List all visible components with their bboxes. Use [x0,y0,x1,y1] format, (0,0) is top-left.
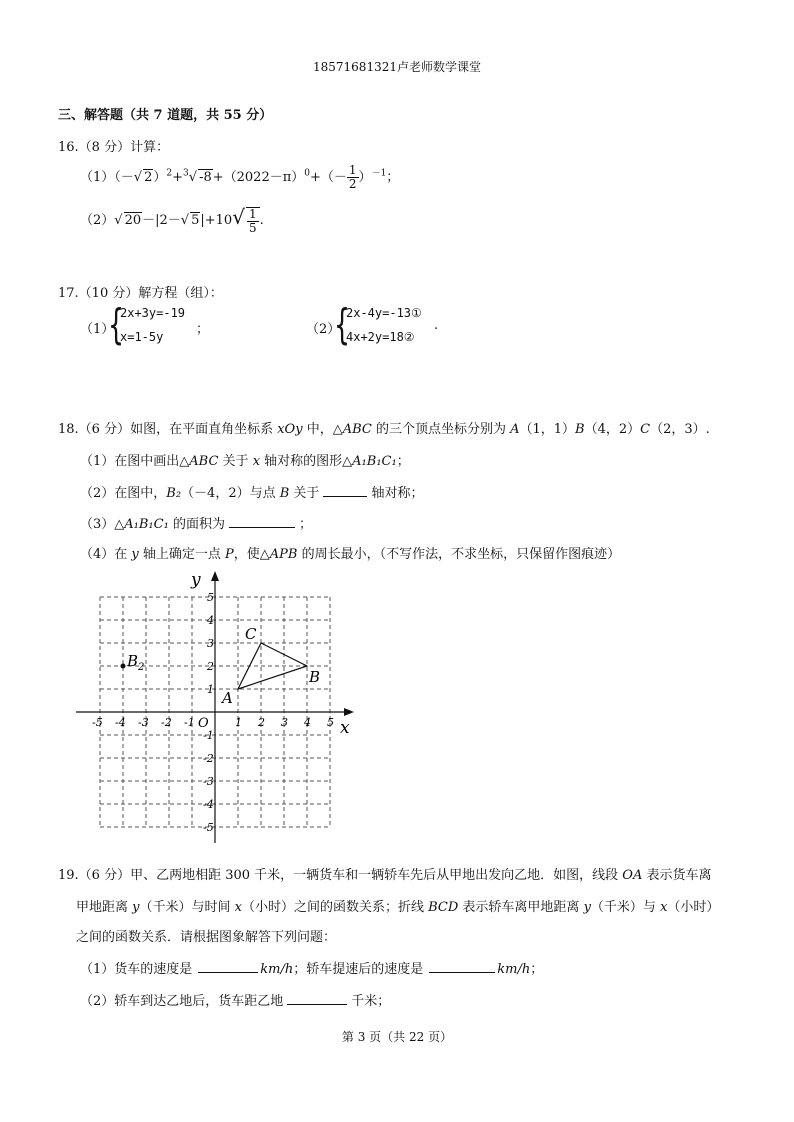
q19-text: （2）轿车到达乙地后，货车距乙地 [80,994,284,1009]
q18-var: xOy [277,422,303,437]
y-tick-label: -2 [203,752,214,765]
y-tick-label: 4 [207,614,214,627]
axes [76,570,354,843]
q16-p1-text: ） [358,170,372,185]
q19-line1 [58,864,711,883]
q18-var: ABC [342,422,372,437]
answer-blank[interactable] [198,960,258,973]
q18-text: （2，3）. [650,422,710,437]
q16-stem: 16.（8 分）计算： [58,140,170,155]
section-title: 三、解答题（共 7 道题，共 55 分） [58,108,273,123]
q18-var: C [640,422,651,437]
y-tick-label: 2 [207,660,214,673]
brace-icon: { [108,300,125,349]
q19-var: x [660,900,668,915]
sqrt-sign: √ [232,205,245,229]
q19-text: （小时）之间的函数关系；折线 [241,900,429,915]
q18-part1 [80,450,410,469]
q16-p1-text: ； [386,170,400,185]
answer-blank[interactable] [429,960,495,973]
q18-var: A [510,422,520,437]
q16-p2-text: －|2－ [142,213,181,228]
q18-var: B₂ [166,486,182,501]
point-label-b2-letter: B [127,652,139,670]
q16-p2-radicand: 5 [191,213,200,228]
q16-part2 [80,205,264,235]
q18-text: 轴对称的图形△ [260,454,353,469]
point-label-a: A [222,689,233,707]
fraction [246,207,260,235]
q18-part2 [80,482,423,501]
q16-p2-radicand: 20 [124,213,142,228]
q17-p1-label: （1） [80,322,115,337]
q18-var: y [131,547,139,562]
q19-text: 表示轿车离甲地距离 [458,900,584,915]
y-tick-label: -5 [203,821,214,834]
coordinate-grid-figure [70,565,370,850]
q19-text: ； [530,962,544,977]
y-tick-label: 1 [207,683,214,696]
q19-text: ；轿车提速后的速度是 [293,962,424,977]
q19-var: y [583,900,591,915]
q19-text: 甲地距离 [76,900,133,915]
q16-p1-text: +（－ [310,170,347,185]
q19-text: 19.（6 分）甲、乙两地相距 300 千米，一辆货车和一辆轿车先后从甲地出发向乙地．如图，线段 [58,868,623,883]
sqrt-sign: √ [188,170,198,185]
q16-p2-text: . [259,213,264,228]
q19-text: （1）货车的速度是 [80,962,193,977]
page-footer: 第 3 页（共 22 页） [341,1030,453,1044]
x-tick-label: -2 [161,716,172,729]
q18-text: （4，2） [584,422,641,437]
numerator: 1 [348,163,357,177]
exponent: 0 [304,168,310,179]
answer-blank[interactable] [229,515,295,528]
fraction [347,164,359,191]
q17-p2-label: （2） [306,322,341,337]
sqrt-sign: √ [180,213,190,228]
numerator: 1 [248,206,257,221]
q16-p2-text: |+10 [200,213,233,228]
sqrt-sign: √ [133,170,143,185]
q19-text: 千米； [351,994,391,1009]
answer-blank[interactable] [287,992,347,1005]
q18-text: 关于 [218,454,253,469]
q16-p1-text: +（2022－π） [212,170,305,185]
x-tick-label: -1 [184,716,195,729]
q18-text: （－4，2）与点 [181,486,280,501]
q19-text: （小时） [667,900,720,915]
q18-text: 关于 [289,486,320,501]
q17-p1-eq2: x=1-5y [120,330,164,344]
q18-var: APB [269,547,298,562]
x-tick-label: 2 [258,716,265,729]
q18-text: （1）在图中画出△ [80,454,190,469]
q17-p2-eq2: 4x+2y=18② [346,330,415,344]
q18-text: （3）△ [80,517,125,532]
q16-p1-radicand: 2 [144,170,153,185]
q18-var: ABC [189,454,219,469]
denominator: 2 [348,177,357,191]
q18-text: 轴上确定一点 [138,547,226,562]
x-tick-label: 1 [235,716,242,729]
q18-var: A₁B₁C₁ [352,454,397,469]
q19-var: y [132,900,140,915]
y-tick-label: 5 [207,591,214,604]
q16-p1-label: （1） [80,170,115,185]
q16-p1-text: + [172,170,184,185]
q17-p2-eq1: 2x-4y=-13① [346,306,422,320]
point-b2-dot [121,664,126,669]
q18-text: 的三个顶点坐标分别为 [371,422,511,437]
y-axis-arrow-icon [211,571,219,581]
y-tick-label: -3 [203,775,214,788]
q18-var: B [575,422,585,437]
brace-icon: { [334,300,351,349]
q19-unit: km/h [497,962,531,977]
q18-text: ； [298,517,312,532]
sqrt-sign: √ [114,213,123,228]
axis-label-x: x [340,718,350,738]
x-axis-arrow-icon [344,708,354,716]
q19-text: （千米）与 [590,900,661,915]
denominator: 5 [248,220,257,235]
q18-text: 18.（6 分）如图，在平面直角坐标系 [58,422,278,437]
q18-var: B [279,486,290,501]
y-tick-label: -1 [203,729,214,742]
page-header: 18571681321卢老师数学课堂 [313,60,481,74]
exponent: 2 [166,168,173,179]
origin-label: O [198,716,209,731]
q18-text: ，使△ [233,547,270,562]
q18-text: （4）在 [80,547,132,562]
q19-var: x [234,900,242,915]
x-tick-label: 3 [281,716,288,729]
q18-part4 [80,543,620,562]
point-label-b2-subscript: 2 [138,662,145,673]
axis-label-y: y [191,570,201,590]
q17-p1-eq1: 2x+3y=-19 [120,306,186,320]
x-tick-label: 4 [304,716,311,729]
root-index: 3 [183,168,189,179]
q19-line3: 之间的函数关系．请根据图象解答下列问题： [76,930,337,945]
q17-p2-end: . [434,318,439,333]
q19-unit: km/h [260,962,294,977]
q19-text: （千米）与时间 [139,900,235,915]
q19-part2 [80,990,390,1009]
y-tick-label: -4 [203,798,214,811]
q18-text: （2）在图中， [80,486,167,501]
q18-text: ； [396,454,410,469]
q17-stem: 17.（10 分）解方程（组）： [58,286,223,301]
q18-stem [58,418,710,437]
point-label-b: B [309,668,321,686]
y-tick-label: 3 [207,637,214,650]
q16-p1-radicand: -8 [199,170,212,185]
q18-var: x [252,454,261,469]
q17-p1-end: ； [196,322,210,337]
q19-var: OA [622,868,643,883]
q18-text: （1，1） [519,422,576,437]
x-tick-label: -3 [138,716,149,729]
q16-p2-label: （2） [80,213,115,228]
q18-text: 的面积为 [168,517,225,532]
q16-p1-text: （－ [114,170,134,185]
q19-part1 [80,958,543,977]
q18-var: P [225,547,234,562]
q18-text: 轴对称； [371,486,424,501]
point-label-c: C [245,625,257,643]
x-tick-label: -4 [115,716,126,729]
q18-text: 的周长最小，（不写作法，不求坐标，只保留作图痕迹） [297,547,621,562]
answer-blank[interactable] [323,484,367,497]
q18-text: 中，△ [302,422,343,437]
q16-part1 [80,164,399,191]
point-label-b2 [126,652,144,673]
q19-var: BCD [428,900,459,915]
q19-text: 表示货车离 [642,868,712,883]
q16-p1-text: ） [153,170,167,185]
q19-line2 [76,896,719,915]
x-tick-label: 5 [327,716,334,729]
x-tick-label: -5 [92,716,103,729]
q18-var: A₁B₁C₁ [124,517,169,532]
q18-part3 [80,513,312,532]
exponent: －1 [371,168,387,179]
